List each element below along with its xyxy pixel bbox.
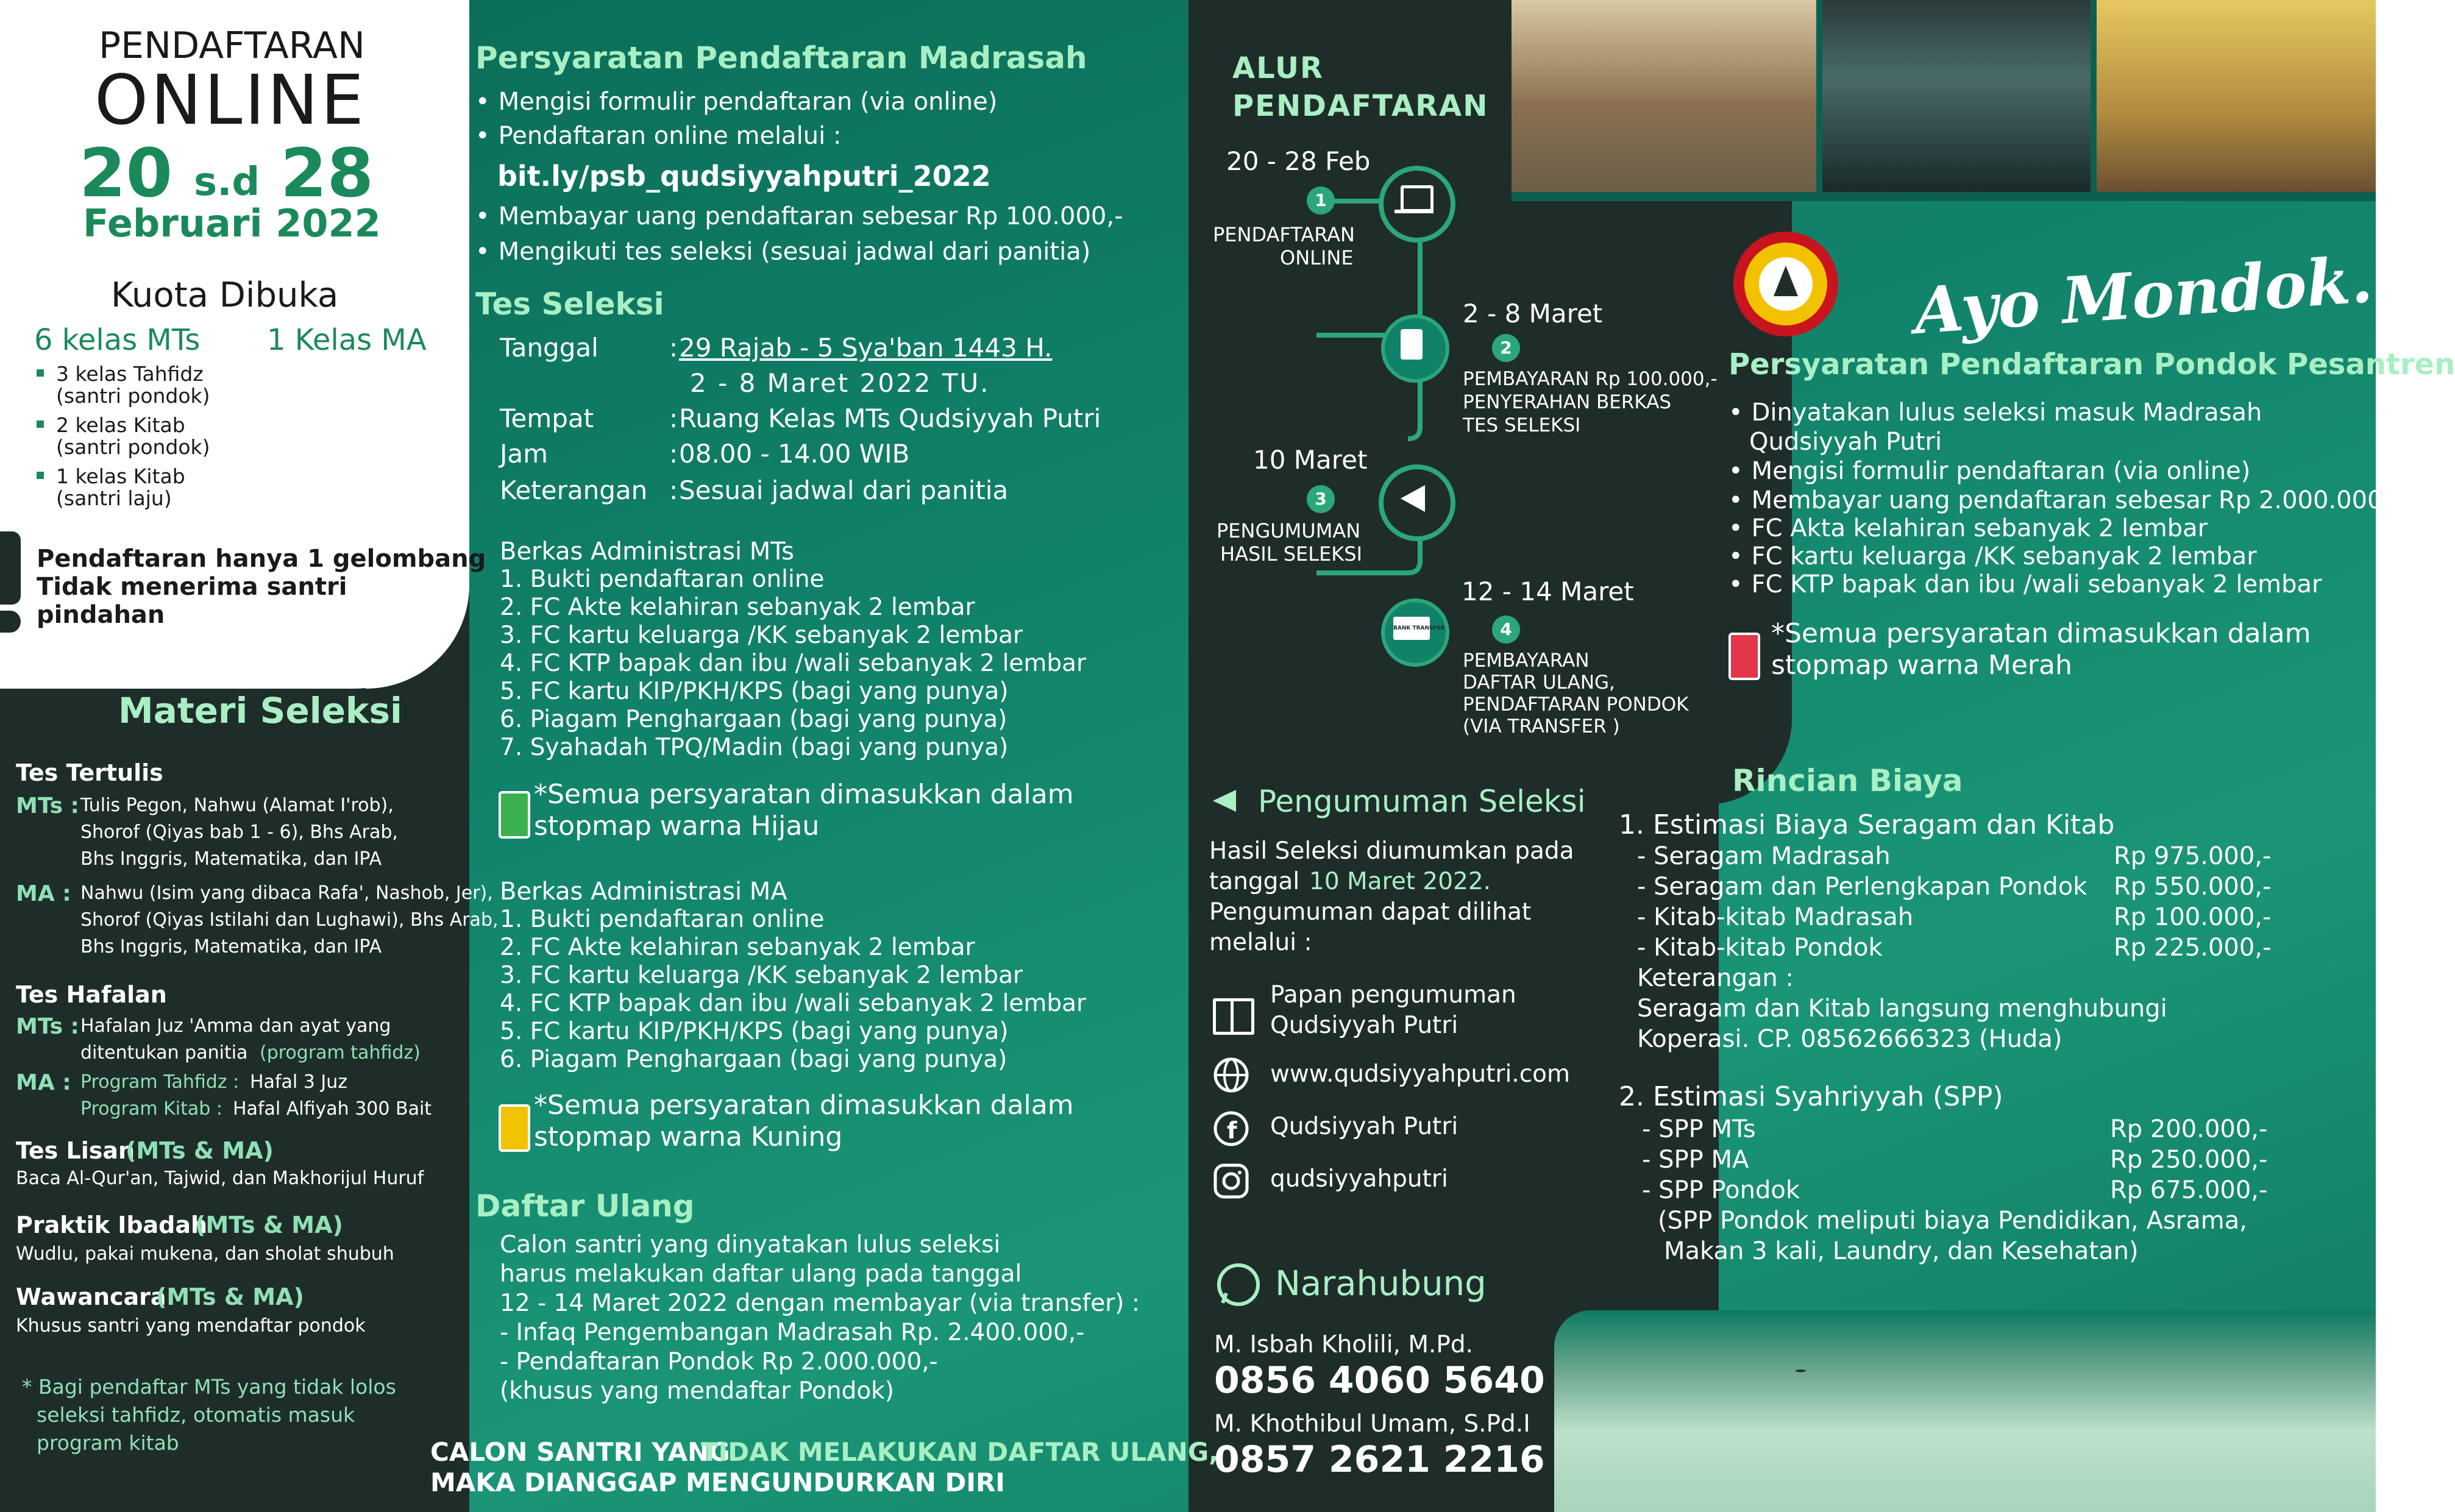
colon: : <box>669 475 678 505</box>
tes-tertulis-title: Tes Tertulis <box>16 759 163 786</box>
date-month: Februari 2022 <box>83 201 381 246</box>
warning-l1b: TIDAK MELAKUKAN DAFTAR ULANG, <box>701 1437 1219 1467</box>
berkas-ma-item: 6. Piagam Penghargaan (bagi yang punya) <box>500 1046 1007 1073</box>
berkas-ma-title: Berkas Administrasi MA <box>500 878 787 906</box>
alur-title-l1: ALUR <box>1232 51 1324 85</box>
tertulis-ma-label: MA : <box>16 881 71 906</box>
pengumuman-l4: melalui : <box>1209 929 1312 956</box>
persyaratan-pondok-title: Persyaratan Pendaftaran Pondok Pesantren <box>1728 347 2455 382</box>
whatsapp-icon <box>1214 1262 1263 1310</box>
persyaratan-item: • Mengisi formulir pendaftaran (via online) <box>475 88 997 116</box>
tertulis-mts-l3: Bhs Inggris, Matematika, dan IPA <box>80 848 382 870</box>
warning-l1a: CALON SANTRI YANG <box>430 1437 730 1467</box>
keterangan-value: Sesuai jadwal dari panitia <box>679 475 1009 505</box>
contact-1-phone[interactable]: 0856 4060 5640 <box>1214 1359 1545 1402</box>
step-3-number: 3 <box>1307 485 1335 513</box>
document-icon <box>1401 329 1423 360</box>
praktik-title: Praktik Ibadah <box>16 1212 208 1238</box>
wawancara-tag: (MTs & MA) <box>156 1283 304 1310</box>
est2-title: 2. Estimasi Syahriyyah (SPP) <box>1619 1081 2003 1112</box>
keterangan-label: Keterangan <box>500 475 648 505</box>
berkas-mts-item: 4. FC KTP bapak dan ibu /wali sebanyak 2 lembar <box>500 650 1087 677</box>
kelas-2-l1: 2 kelas Kitab <box>56 413 185 437</box>
est2-value: Rp 675.000,- <box>2110 1176 2268 1204</box>
bank-transfer-icon <box>1393 617 1445 640</box>
hafalan-ma-val2: Hafal Alfiyah 300 Bait <box>233 1098 432 1120</box>
pondok-req-item: • Membayar uang pendaftaran sebesar Rp 2.000.000,- <box>1728 486 2400 514</box>
date-from: 20 <box>79 134 173 212</box>
tanggal-hijri: 29 Rajab - 5 Sya'ban 1443 H. <box>679 333 1053 363</box>
est2-value: Rp 250.000,- <box>2110 1146 2268 1174</box>
materi-title: Materi Seleksi <box>118 690 402 731</box>
jam-value: 08.00 - 14.00 WIB <box>679 439 910 469</box>
step-4-desc-l1: PEMBAYARAN <box>1463 650 1590 672</box>
notice-line-3: pindahan <box>37 601 165 629</box>
papan-l1: Papan pengumuman <box>1270 981 1516 1009</box>
persyaratan-madrasah-title: Persyaratan Pendaftaran Madrasah <box>475 40 1087 76</box>
svg-text:f: f <box>1227 1117 1237 1144</box>
kuota-ma: 1 Kelas MA <box>267 323 427 357</box>
tanggal-masehi: 2 - 8 Maret 2022 TU. <box>690 368 990 398</box>
est1-value: Rp 975.000,- <box>2114 842 2272 870</box>
tes-seleksi-title: Tes Seleksi <box>475 286 664 322</box>
pengumuman-title: Pengumuman Seleksi <box>1258 784 1586 819</box>
daftar-line: Calon santri yang dinyatakan lulus seleksi <box>500 1231 1001 1258</box>
photo-group-students <box>1554 1310 2376 1512</box>
globe-icon <box>1213 1057 1249 1093</box>
step-2-desc-l1: PEMBAYARAN Rp 100.000,- <box>1463 368 1718 390</box>
kelas-1-l2: (santri pondok) <box>56 384 210 408</box>
ayo-mondok-title: Ayo Mondok..! <box>1911 238 2425 349</box>
est2-label: - SPP MTs <box>1642 1115 1756 1143</box>
board-icon-divider <box>1231 998 1234 1034</box>
colon: : <box>669 333 678 363</box>
step-3-desc-l1: PENGUMUMAN <box>1217 519 1361 542</box>
daftar-line: - Pendaftaran Pondok Rp 2.000.000,- <box>500 1348 938 1375</box>
berkas-mts-item: 7. Syahadah TPQ/Madin (bagi yang punya) <box>500 734 1009 761</box>
stopmap-merah-l1: *Semua persyaratan dimasukkan dalam <box>1771 618 2311 649</box>
bank-transfer-label: BANK TRANSFER <box>1393 625 1445 631</box>
rincian-title: Rincian Biaya <box>1732 763 1963 798</box>
megaphone-icon <box>1401 485 1425 512</box>
berkas-mts-item: 5. FC kartu KIP/PKH/KPS (bagi yang punya) <box>500 678 1009 705</box>
stopmap-hijau-l2: stopmap warna Hijau <box>534 811 820 842</box>
berkas-ma-item: 5. FC kartu KIP/PKH/KPS (bagi yang punya) <box>500 1018 1009 1045</box>
green-folder-icon <box>499 791 530 839</box>
photo-students-stage <box>1822 0 2091 192</box>
berkas-ma-item: 2. FC Akte kelahiran sebanyak 2 lembar <box>500 934 975 961</box>
narahubung-title: Narahubung <box>1275 1264 1487 1304</box>
board-icon <box>1213 998 1254 1035</box>
photo-event-banner <box>2097 0 2376 192</box>
step-2-desc-l3: TES SELEKSI <box>1463 414 1581 436</box>
facebook-icon <box>1213 1110 1249 1147</box>
stopmap-kuning-l2: stopmap warna Kuning <box>534 1121 843 1152</box>
step-2-desc-l2: PENYERAHAN BERKAS <box>1463 391 1672 413</box>
berkas-mts-item: 2. FC Akte kelahiran sebanyak 2 lembar <box>500 594 975 621</box>
kelas-bullet <box>37 421 44 428</box>
berkas-ma-item: 3. FC kartu keluarga /KK sebanyak 2 lembar <box>500 962 1023 989</box>
colon: : <box>669 439 678 469</box>
keterangan-label: Keterangan : <box>1637 964 1794 992</box>
hafalan-ma-label: MA : <box>16 1070 71 1095</box>
date-to: 28 <box>280 134 374 212</box>
step-1-number: 1 <box>1307 186 1335 215</box>
school-logo <box>1731 229 1841 339</box>
kelas-3-l2: (santri laju) <box>56 486 172 510</box>
berkas-mts-title: Berkas Administrasi MTs <box>500 538 794 566</box>
computer-base-icon <box>1394 210 1434 213</box>
persyaratan-item: • Pendaftaran online melalui : <box>475 122 841 150</box>
contact-2-name: M. Khothibul Umam, S.Pd.I <box>1214 1410 1530 1438</box>
keterangan-l2: Koperasi. CP. 08562666323 (Huda) <box>1637 1025 2062 1053</box>
step-4-desc-l2: DAFTAR ULANG, <box>1463 672 1615 694</box>
pondok-req-item: • Dinyatakan lulus seleksi masuk Madrasah <box>1728 399 2262 427</box>
hafalan-mts-l1: Hafalan Juz 'Amma dan ayat yang <box>80 1015 391 1037</box>
date-sd: s.d <box>194 160 260 205</box>
tertulis-ma-l1: Nahwu (Isim yang dibaca Rafa', Nashob, Jer), <box>80 882 493 904</box>
berkas-mts-item: 1. Bukti pendaftaran online <box>500 566 825 593</box>
step-4-date: 12 - 14 Maret <box>1462 577 1634 606</box>
instagram-icon <box>1213 1163 1249 1199</box>
warning-l2: MAKA DIANGGAP MENGUNDURKAN DIRI <box>430 1468 1005 1497</box>
step-2-number: 2 <box>1492 334 1520 362</box>
contact-2-phone[interactable]: 0857 2621 2216 <box>1214 1438 1545 1481</box>
tertulis-mts-l1: Tulis Pegon, Nahwu (Alamat I'rob), <box>80 795 394 816</box>
daftar-line: 12 - 14 Maret 2022 dengan membayar (via transfer) : <box>500 1290 1140 1317</box>
daftar-line: harus melakukan daftar ulang pada tanggal <box>500 1260 1022 1288</box>
kuota-mts: 6 kelas MTs <box>34 323 201 357</box>
praktik-tag: (MTs & MA) <box>195 1212 343 1238</box>
pondok-req-item: • FC kartu keluarga /KK sebanyak 2 lembar <box>1728 542 2257 570</box>
est1-label: - Seragam dan Perlengkapan Pondok <box>1637 873 2087 901</box>
step-4-number: 4 <box>1492 616 1520 644</box>
persyaratan-item: • Membayar uang pendaftaran sebesar Rp 100.000,- <box>475 202 1123 230</box>
praktik-desc: Wudlu, pakai mukena, dan sholat shubuh <box>16 1243 394 1265</box>
est2-label: - SPP MA <box>1642 1146 1749 1174</box>
est1-value: Rp 225.000,- <box>2114 934 2272 962</box>
tempat-value: Ruang Kelas MTs Qudsiyyah Putri <box>679 403 1101 433</box>
hafalan-mts-label: MTs : <box>16 1014 79 1039</box>
spp-note-l1: (SPP Pondok meliputi biaya Pendidikan, Asrama, <box>1658 1207 2247 1235</box>
step-3-date: 10 Maret <box>1253 445 1368 475</box>
hafalan-ma-prog2: Program Kitab : <box>80 1098 222 1120</box>
hafalan-mts-prog: (program tahfidz) <box>260 1042 421 1063</box>
est1-label: - Seragam Madrasah <box>1637 842 1891 870</box>
hafalan-ma-prog1: Program Tahfidz : <box>80 1071 240 1093</box>
tes-hafalan-title: Tes Hafalan <box>16 981 167 1008</box>
step-4-desc-l3: PENDAFTARAN PONDOK <box>1463 694 1689 715</box>
stopmap-merah-l2: stopmap warna Merah <box>1771 650 2072 681</box>
step-4-desc-l4: (VIA TRANSFER ) <box>1463 715 1620 737</box>
megaphone-small-icon <box>1213 790 1236 812</box>
facebook-handle[interactable]: Qudsiyyah Putri <box>1270 1113 1458 1140</box>
tertulis-mts-label: MTs : <box>16 793 79 818</box>
spp-note-l2: Makan 3 kali, Laundry, dan Kesehatan) <box>1664 1237 2139 1265</box>
kelas-2-l2: (santri pondok) <box>56 435 210 459</box>
kuota-title: Kuota Dibuka <box>111 275 339 315</box>
computer-icon <box>1401 185 1434 212</box>
footnote-l1: * Bagi pendaftar MTs yang tidak lolos <box>22 1375 396 1399</box>
footnote-l3: program kitab <box>37 1431 179 1455</box>
pondok-req-item: • Mengisi formulir pendaftaran (via online) <box>1728 457 2250 485</box>
step-2-date: 2 - 8 Maret <box>1463 299 1603 328</box>
exclamation-dot-icon <box>0 611 21 633</box>
step-1-desc-l1: PENDAFTARAN <box>1213 223 1355 246</box>
tertulis-ma-l2: Shorof (Qiyas Istilahi dan Lughawi), Bhs Arab, <box>80 909 499 931</box>
pengumuman-l1: Hasil Seleksi diumumkan pada <box>1209 837 1574 865</box>
est2-value: Rp 200.000,- <box>2110 1115 2268 1143</box>
pengumuman-l3: Pengumuman dapat dilihat <box>1209 898 1532 926</box>
kelas-3-l1: 1 kelas Kitab <box>56 464 185 488</box>
red-folder-icon <box>1728 633 1760 680</box>
est1-label: - Kitab-kitab Pondok <box>1637 934 1883 962</box>
pondok-req-item: • FC Akta kelahiran sebanyak 2 lembar <box>1728 514 2208 542</box>
wawancara-title: Wawancara <box>16 1283 166 1310</box>
berkas-mts-item: 3. FC kartu keluarga /KK sebanyak 2 lembar <box>500 622 1023 649</box>
keterangan-l1: Seragam dan Kitab langsung menghubungi <box>1637 995 2167 1023</box>
wawancara-desc: Khusus santri yang mendaftar pondok <box>16 1315 366 1336</box>
alur-title-l2: PENDAFTARAN <box>1232 89 1489 123</box>
est2-label: - SPP Pondok <box>1642 1176 1800 1204</box>
pondok-req-item-cont: Qudsiyyah Putri <box>1749 428 1942 456</box>
step-1-date: 20 - 28 Feb <box>1226 146 1371 176</box>
tes-lisan-title: Tes Lisan <box>16 1137 135 1164</box>
est1-label: - Kitab-kitab Madrasah <box>1637 903 1914 931</box>
yellow-folder-icon <box>499 1104 530 1152</box>
notice-line-2: Tidak menerima santri <box>37 573 347 601</box>
tes-lisan-tag: (MTs & MA) <box>126 1137 274 1164</box>
berkas-ma-item: 1. Bukti pendaftaran online <box>500 906 825 933</box>
kelas-bullet <box>37 472 44 479</box>
step-3-desc-l2: HASIL SELEKSI <box>1220 542 1363 566</box>
persyaratan-item: • Mengikuti tes seleksi (sesuai jadwal dari panitia) <box>475 238 1090 266</box>
kelas-1-l1: 3 kelas Tahfidz <box>56 362 204 386</box>
website[interactable]: www.qudsiyyahputri.com <box>1270 1060 1570 1088</box>
berkas-mts-item: 6. Piagam Penghargaan (bagi yang punya) <box>500 706 1007 733</box>
tertulis-ma-l3: Bhs Inggris, Matematika, dan IPA <box>80 936 382 957</box>
stopmap-kuning-l1: *Semua persyaratan dimasukkan dalam <box>534 1090 1074 1121</box>
registration-link[interactable]: bit.ly/psb_qudsiyyahputri_2022 <box>497 160 991 193</box>
pengumuman-date: 10 Maret 2022. <box>1309 868 1491 895</box>
kelas-bullet <box>37 369 44 377</box>
pondok-req-item: • FC KTP bapak dan ibu /wali sebanyak 2 lembar <box>1728 570 2322 598</box>
hafalan-mts-l2: ditentukan panitia <box>80 1042 248 1063</box>
pengumuman-l2a: tanggal <box>1209 868 1300 895</box>
est1-value: Rp 100.000,- <box>2114 903 2272 931</box>
contact-1-name: M. Isbah Kholili, M.Pd. <box>1214 1331 1474 1358</box>
step-1-desc-l2: ONLINE <box>1280 246 1354 269</box>
papan-l2: Qudsiyyah Putri <box>1270 1012 1458 1039</box>
daftar-line: (khusus yang mendaftar Pondok) <box>500 1377 894 1405</box>
hafalan-ma-val1: Hafal 3 Juz <box>250 1071 347 1093</box>
colon: : <box>669 403 678 433</box>
daftar-line: - Infaq Pengembangan Madrasah Rp. 2.400.000,- <box>500 1319 1085 1346</box>
berkas-ma-item: 4. FC KTP bapak dan ibu /wali sebanyak 2 lembar <box>500 990 1087 1017</box>
instagram-handle[interactable]: qudsiyyahputri <box>1270 1165 1448 1193</box>
notice-line-1: Pendaftaran hanya 1 gelombang <box>37 545 486 573</box>
tanggal-label: Tanggal <box>500 333 599 363</box>
photo-registration <box>1512 0 1816 192</box>
tempat-label: Tempat <box>500 403 594 433</box>
pendaftaran-label: PENDAFTARAN <box>99 24 365 67</box>
tes-lisan-desc: Baca Al-Qur'an, Tajwid, dan Makhorijul Huruf <box>16 1168 424 1189</box>
daftar-ulang-title: Daftar Ulang <box>475 1188 695 1224</box>
stopmap-hijau-l1: *Semua persyaratan dimasukkan dalam <box>534 779 1074 810</box>
exclamation-icon <box>0 531 21 605</box>
est1-title: 1. Estimasi Biaya Seragam dan Kitab <box>1619 809 2115 840</box>
jam-label: Jam <box>500 439 549 469</box>
tertulis-mts-l2: Shorof (Qiyas bab 1 - 6), Bhs Arab, <box>80 822 398 843</box>
online-label: ONLINE <box>94 61 366 140</box>
footnote-l2: seleksi tahfidz, otomatis masuk <box>37 1403 355 1427</box>
est1-value: Rp 550.000,- <box>2114 873 2272 901</box>
